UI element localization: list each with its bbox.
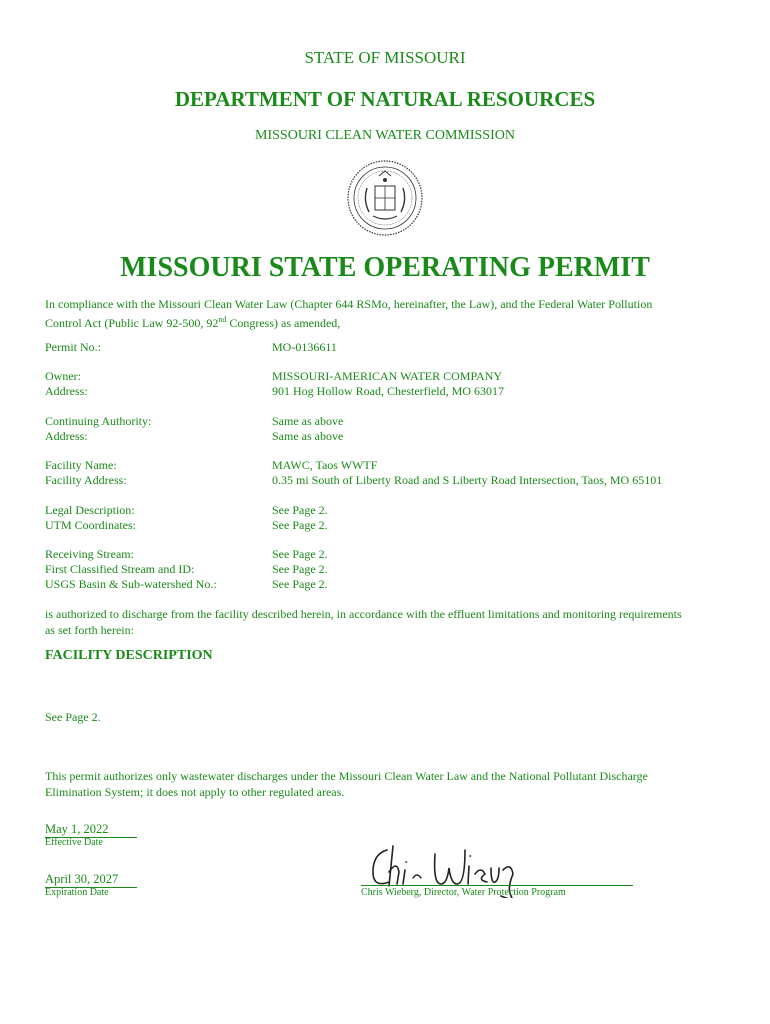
effective-date-caption: Effective Date: [45, 837, 103, 848]
owner-address-value: 901 Hog Hollow Road, Chesterfield, MO 63017: [272, 384, 504, 398]
intro-paragraph: [45, 296, 725, 331]
signature-line: [361, 885, 633, 886]
receiving-stream-label: Receiving Stream:: [45, 547, 134, 561]
owner-value: MISSOURI-AMERICAN WATER COMPANY: [272, 369, 503, 383]
utm-value: See Page 2.: [272, 518, 328, 532]
state-seal-icon: [345, 158, 425, 238]
first-classified-value: See Page 2.: [272, 562, 328, 576]
authorization-line-2: as set forth herein:: [45, 623, 134, 637]
continuing-authority-label: Continuing Authority:: [45, 414, 152, 428]
scope-line-1: This permit authorizes only wastewater discharges under the Missouri Clean Water Law and the National Pollutant Discharge: [45, 769, 648, 783]
commission-heading: MISSOURI CLEAN WATER COMMISSION: [255, 128, 515, 143]
facility-address-label: Facility Address:: [45, 473, 127, 487]
owner-address-label: Address:: [45, 384, 88, 398]
permit-no-value: MO-0136611: [272, 340, 337, 354]
authorization-line-1: is authorized to discharge from the facility described herein, in accordance with the effluent limitations and monitoring requirements: [45, 607, 682, 621]
signatory-caption: Chris Wieberg, Director, Water Protection Program: [361, 887, 566, 898]
facility-name-label: Facility Name:: [45, 458, 117, 472]
facility-address-value: 0.35 mi South of Liberty Road and S Liberty Road Intersection, Taos, MO 65101: [272, 473, 663, 487]
state-heading: STATE OF MISSOURI: [304, 48, 466, 67]
facility-description-text: See Page 2.: [45, 710, 101, 724]
ca-address-label: Address:: [45, 429, 88, 443]
scope-line-2: Elimination System; it does not apply to other regulated areas.: [45, 785, 345, 799]
owner-label: Owner:: [45, 369, 81, 383]
authorization-paragraph: [45, 606, 725, 638]
receiving-stream-value: See Page 2.: [272, 547, 328, 561]
permit-no-label: Permit No.:: [45, 340, 101, 354]
usgs-basin-label: USGS Basin & Sub-watershed No.:: [45, 577, 217, 591]
intro-line-1: In compliance with the Missouri Clean Water Law (Chapter 644 RSMo, hereinafter, the Law), and the Federal Water Pollution: [45, 297, 653, 311]
legal-description-value: See Page 2.: [272, 503, 328, 517]
intro-line-2: Control Act (Public Law 92-500, 92nd Congress) as amended,: [45, 315, 341, 330]
facility-description-heading: FACILITY DESCRIPTION: [45, 648, 213, 663]
first-classified-label: First Classified Stream and ID:: [45, 562, 195, 576]
utm-label: UTM Coordinates:: [45, 518, 136, 532]
legal-description-label: Legal Description:: [45, 503, 135, 517]
usgs-basin-value: See Page 2.: [272, 577, 328, 591]
department-heading: DEPARTMENT OF NATURAL RESOURCES: [174, 87, 596, 111]
facility-name-value: MAWC, Taos WWTF: [272, 458, 378, 472]
permit-title: MISSOURI STATE OPERATING PERMIT: [120, 252, 650, 283]
expiration-date: April 30, 2027: [45, 872, 119, 886]
ca-address-value: Same as above: [272, 429, 344, 443]
scope-paragraph: [45, 768, 725, 800]
continuing-authority-value: Same as above: [272, 414, 344, 428]
effective-date: May 1, 2022: [45, 822, 109, 836]
expiration-date-caption: Expiration Date: [45, 887, 109, 898]
